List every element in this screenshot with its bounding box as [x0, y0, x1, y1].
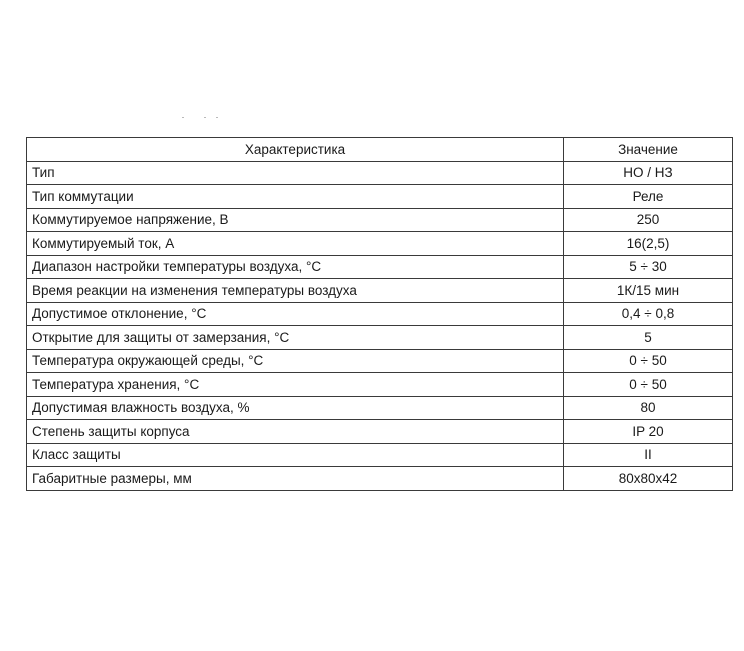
table-row	[27, 467, 733, 491]
table-row	[27, 208, 733, 232]
row-value: НО / НЗ	[564, 161, 733, 185]
row-name: Степень защиты корпуса	[27, 420, 564, 444]
row-name: Габаритные размеры, мм	[27, 467, 564, 491]
scan-artifact-dots	[182, 117, 218, 119]
row-name: Температура хранения, °С	[27, 373, 564, 397]
row-name: Диапазон настройки температуры воздуха, °С	[27, 255, 564, 279]
column-header-value: Значение	[564, 138, 733, 162]
row-name: Температура окружающей среды, °С	[27, 349, 564, 373]
row-value: IP 20	[564, 420, 733, 444]
row-value: Реле	[564, 185, 733, 209]
table-row	[27, 349, 733, 373]
table-row	[27, 279, 733, 303]
row-value: 80	[564, 396, 733, 420]
table-row	[27, 420, 733, 444]
table-header-row	[27, 138, 733, 162]
table-row	[27, 326, 733, 350]
column-header-characteristic: Характеристика	[27, 138, 564, 162]
table-row	[27, 373, 733, 397]
table-row	[27, 396, 733, 420]
table-row	[27, 255, 733, 279]
row-value: 0,4 ÷ 0,8	[564, 302, 733, 326]
table-row	[27, 443, 733, 467]
row-value: 16(2,5)	[564, 232, 733, 256]
specs-table	[26, 137, 733, 491]
row-name: Коммутируемый ток, А	[27, 232, 564, 256]
row-value: 1К/15 мин	[564, 279, 733, 303]
row-name: Тип коммутации	[27, 185, 564, 209]
row-name: Тип	[27, 161, 564, 185]
row-value: 80х80х42	[564, 467, 733, 491]
row-name: Допустимое отклонение, °С	[27, 302, 564, 326]
row-name: Время реакции на изменения температуры воздуха	[27, 279, 564, 303]
table-row	[27, 161, 733, 185]
row-name: Допустимая влажность воздуха, %	[27, 396, 564, 420]
row-name: Класс защиты	[27, 443, 564, 467]
table-row	[27, 232, 733, 256]
row-value: 5	[564, 326, 733, 350]
row-value: II	[564, 443, 733, 467]
row-value: 0 ÷ 50	[564, 349, 733, 373]
row-name: Открытие для защиты от замерзания, °С	[27, 326, 564, 350]
table-row	[27, 302, 733, 326]
table-row	[27, 185, 733, 209]
row-value: 250	[564, 208, 733, 232]
row-name: Коммутируемое напряжение, В	[27, 208, 564, 232]
row-value: 0 ÷ 50	[564, 373, 733, 397]
row-value: 5 ÷ 30	[564, 255, 733, 279]
